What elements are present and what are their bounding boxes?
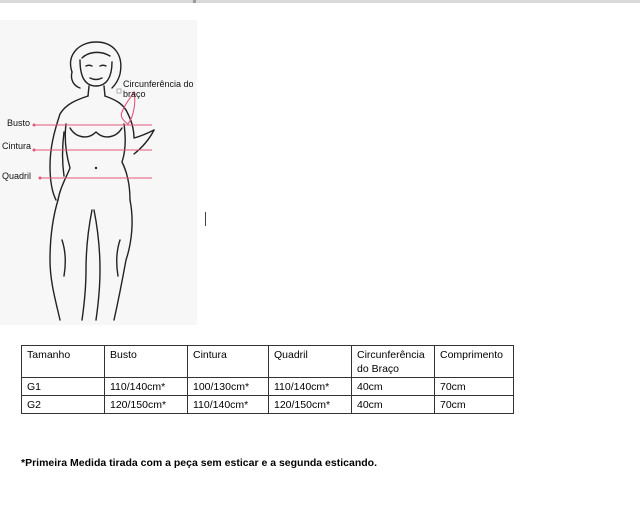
label-hip: Quadril — [2, 171, 32, 181]
table-cell: 70cm — [435, 396, 514, 414]
label-waist: Cintura — [2, 141, 32, 151]
table-cell: G1 — [22, 378, 105, 396]
table-cell: 70cm — [435, 378, 514, 396]
label-arm-circumference: Circunferência do braço — [123, 79, 194, 99]
header-cell: Comprimento — [435, 346, 514, 378]
table-cell: 110/140cm* — [105, 378, 188, 396]
label-bust: Busto — [7, 118, 31, 128]
header-cell: Circunferência do Braço — [352, 346, 435, 378]
table-cell: 100/130cm* — [188, 378, 269, 396]
top-tick — [193, 0, 196, 3]
header-cell: Cintura — [188, 346, 269, 378]
text-cursor — [205, 212, 206, 226]
header-cell: Busto — [105, 346, 188, 378]
body-measurement-figure — [0, 20, 197, 325]
top-rule — [0, 0, 640, 3]
table-cell: 40cm — [352, 396, 435, 414]
table-row — [22, 396, 514, 414]
size-chart-table — [21, 345, 514, 414]
table-cell: 110/140cm* — [269, 378, 352, 396]
table-header-row — [22, 346, 514, 378]
table-cell: 40cm — [352, 378, 435, 396]
header-cell: Tamanho — [22, 346, 105, 378]
table-row — [22, 378, 514, 396]
measurement-footnote: *Primeira Medida tirada com a peça sem esticar e a segunda esticando. — [21, 457, 377, 469]
table-cell: 120/150cm* — [269, 396, 352, 414]
table-cell: 110/140cm* — [188, 396, 269, 414]
table-cell: G2 — [22, 396, 105, 414]
table-cell: 120/150cm* — [105, 396, 188, 414]
header-cell: Quadril — [269, 346, 352, 378]
